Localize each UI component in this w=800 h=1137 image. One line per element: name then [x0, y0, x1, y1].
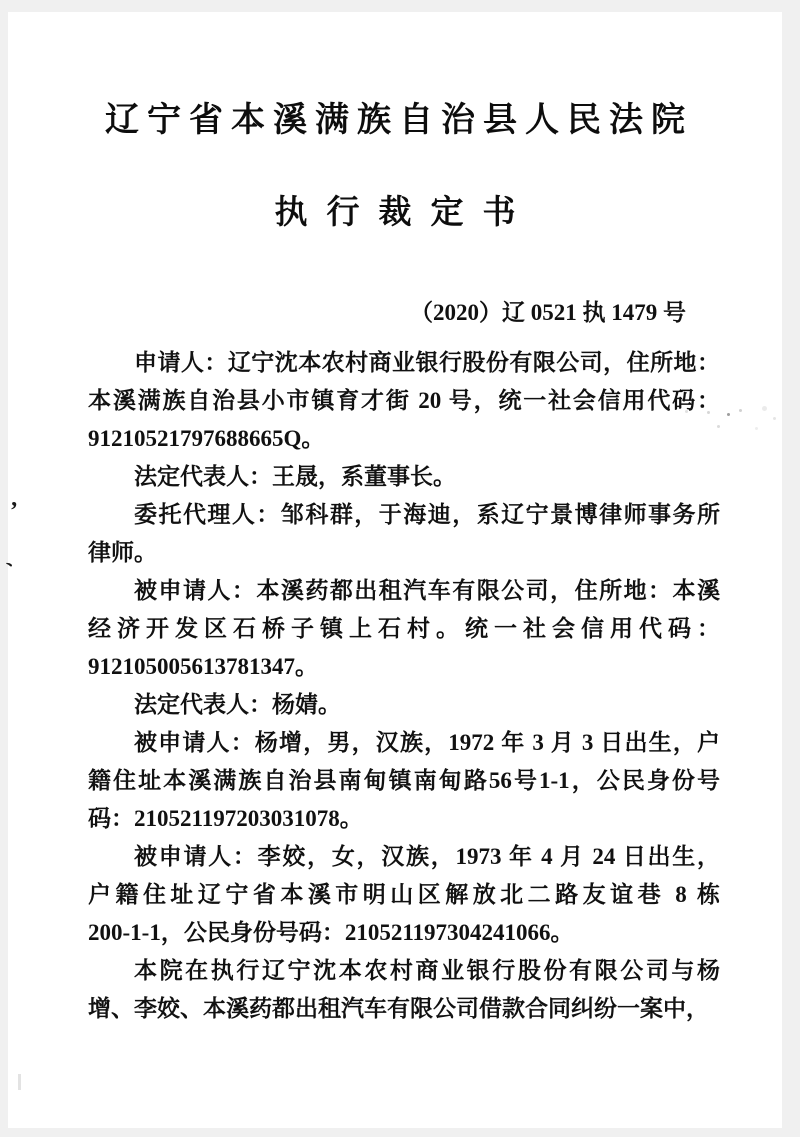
scan-smudge — [18, 1074, 21, 1090]
scan-smudge — [727, 413, 730, 416]
body-line: 增、李姣、本溪药都出租汽车有限公司借款合同纠纷一案中， — [88, 996, 709, 1021]
case-number: （2020）辽 0521 执 1479 号 — [410, 300, 686, 325]
paragraph — [88, 344, 720, 458]
ink-mark: 、 — [2, 546, 25, 571]
paragraph — [88, 952, 720, 1028]
body-line: 91210521797688665Q。 — [88, 426, 325, 451]
paragraph — [88, 572, 720, 686]
body-line: 籍住址本溪满族自治县南甸镇南甸路56号1-1，公民身份号 — [88, 768, 720, 793]
body-line: 被申请人：本溪药都出租汽车有限公司，住所地：本溪 — [134, 578, 720, 603]
ink-mark: ’ — [10, 498, 18, 524]
body-line: 被申请人：李姣，女，汉族，1973 年 4 月 24 日出生， — [134, 844, 720, 869]
body-line: 户籍住址辽宁省本溪市明山区解放北二路友谊巷 8 栋 — [88, 882, 720, 907]
court-name: 辽宁省本溪满族自治县人民法院 — [105, 102, 693, 139]
body-line: 200-1-1，公民身份号码：210521197304241066。 — [88, 920, 574, 945]
body-line: 码：210521197203031078。 — [88, 806, 363, 831]
body-line: 申请人：辽宁沈本农村商业银行股份有限公司，住所地： — [134, 350, 720, 375]
body-line: 法定代表人：杨婧。 — [134, 692, 341, 717]
document-page — [8, 12, 782, 1128]
body-line: 本溪满族自治县小市镇育才街 20 号，统一社会信用代码： — [88, 388, 720, 413]
paragraph — [88, 686, 720, 724]
body-line: 912105005613781347。 — [88, 654, 318, 679]
paragraph — [88, 724, 720, 838]
paragraph — [88, 458, 720, 496]
paragraph — [88, 496, 720, 572]
body-line: 本院在执行辽宁沈本农村商业银行股份有限公司与杨 — [134, 958, 720, 983]
body-line: 律师。 — [88, 540, 157, 565]
document-body — [88, 344, 720, 1028]
body-line: 法定代表人：王晟，系董事长。 — [134, 464, 456, 489]
body-line: 经济开发区石桥子镇上石村。统一社会信用代码： — [88, 616, 720, 641]
body-line: 被申请人：杨增，男，汉族，1972 年 3 月 3 日出生，户 — [134, 730, 720, 755]
paragraph — [88, 838, 720, 952]
body-line: 委托代理人：邹科群，于海迪，系辽宁景博律师事务所 — [134, 502, 720, 527]
document-title: 执行裁定书 — [274, 195, 535, 231]
